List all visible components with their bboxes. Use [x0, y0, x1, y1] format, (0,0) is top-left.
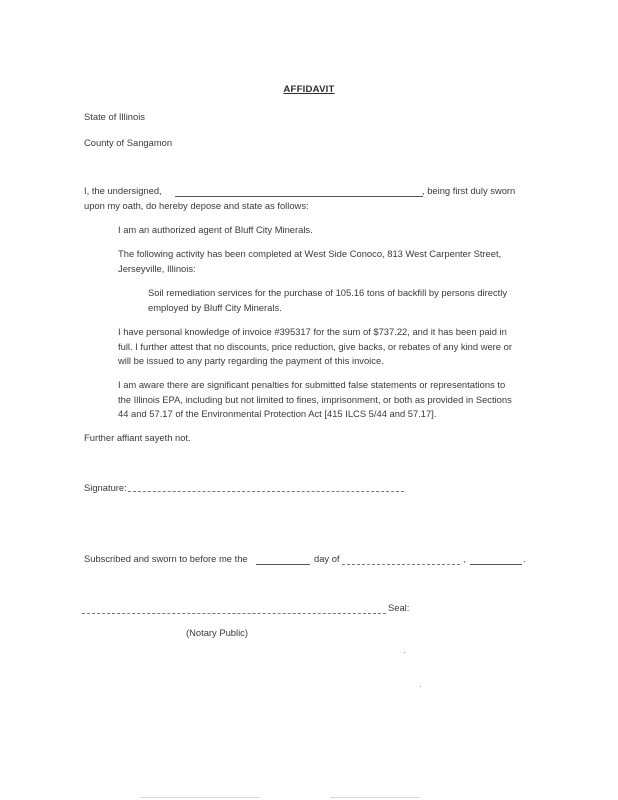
activity-detail-line-1: Soil remediation services for the purchase of 105.16 tons of backfill by persons directly: [148, 287, 508, 298]
signature-blank: [128, 491, 404, 492]
undersigned-name-blank: [175, 196, 423, 197]
statement-invoice-line-2: full. I further attest that no discounts, price reduction, give backs, or rebates of any kind were or: [118, 341, 512, 352]
year-blank: [470, 564, 522, 565]
statement-penalties-line-2: the Illinois EPA, including but not limited to fines, imprisonment, or both as provided in Sections: [118, 394, 512, 405]
activity-detail-line-2: employed by Bluff City Minerals.: [148, 302, 282, 313]
scan-speck: [420, 686, 421, 687]
document-title: AFFIDAVIT: [283, 84, 335, 95]
subscribed-day-of: day of: [314, 553, 340, 564]
statement-penalties-line-3: 44 and 57.17 of the Environmental Protection Act [415 ILCS 5/44 and 57.17].: [118, 408, 437, 419]
statement-activity-line-2: Jerseyville, Illinois:: [118, 263, 196, 274]
scan-edge-mark: [330, 797, 420, 798]
statement-authorized-agent: I am an authorized agent of Bluff City Minerals.: [118, 224, 313, 235]
seal-label: Seal:: [388, 602, 410, 613]
day-blank: [256, 564, 310, 565]
notary-signature-blank: [82, 613, 386, 614]
scan-speck: [404, 652, 405, 653]
statement-invoice-line-3: will be issued to any party regarding the payment of this invoice.: [118, 355, 384, 366]
month-blank: [342, 564, 460, 565]
further-affiant-line: Further affiant sayeth not.: [84, 432, 191, 443]
statement-penalties-line-1: I am aware there are significant penalties for submitted false statements or representations to: [118, 379, 506, 390]
subscribed-prefix: Subscribed and sworn to before me the: [84, 553, 248, 564]
intro-suffix: , being first duly sworn: [422, 185, 516, 196]
scan-edge-mark: [140, 797, 260, 798]
subscribed-period: .: [523, 553, 526, 564]
intro-line-2: upon my oath, do hereby depose and state as follows:: [84, 200, 309, 211]
county-line: County of Sangamon: [84, 137, 173, 148]
signature-label: Signature:: [84, 482, 127, 493]
statement-activity-line-1: The following activity has been completed at West Side Conoco, 813 West Carpenter Street,: [118, 248, 502, 259]
statement-invoice-line-1: I have personal knowledge of invoice #395317 for the sum of $737.22, and it has been paid in: [118, 326, 507, 337]
state-line: State of Illinois: [84, 111, 145, 122]
intro-prefix: I, the undersigned,: [84, 185, 162, 196]
subscribed-comma: ,: [463, 553, 466, 564]
notary-public-label: (Notary Public): [186, 627, 248, 638]
